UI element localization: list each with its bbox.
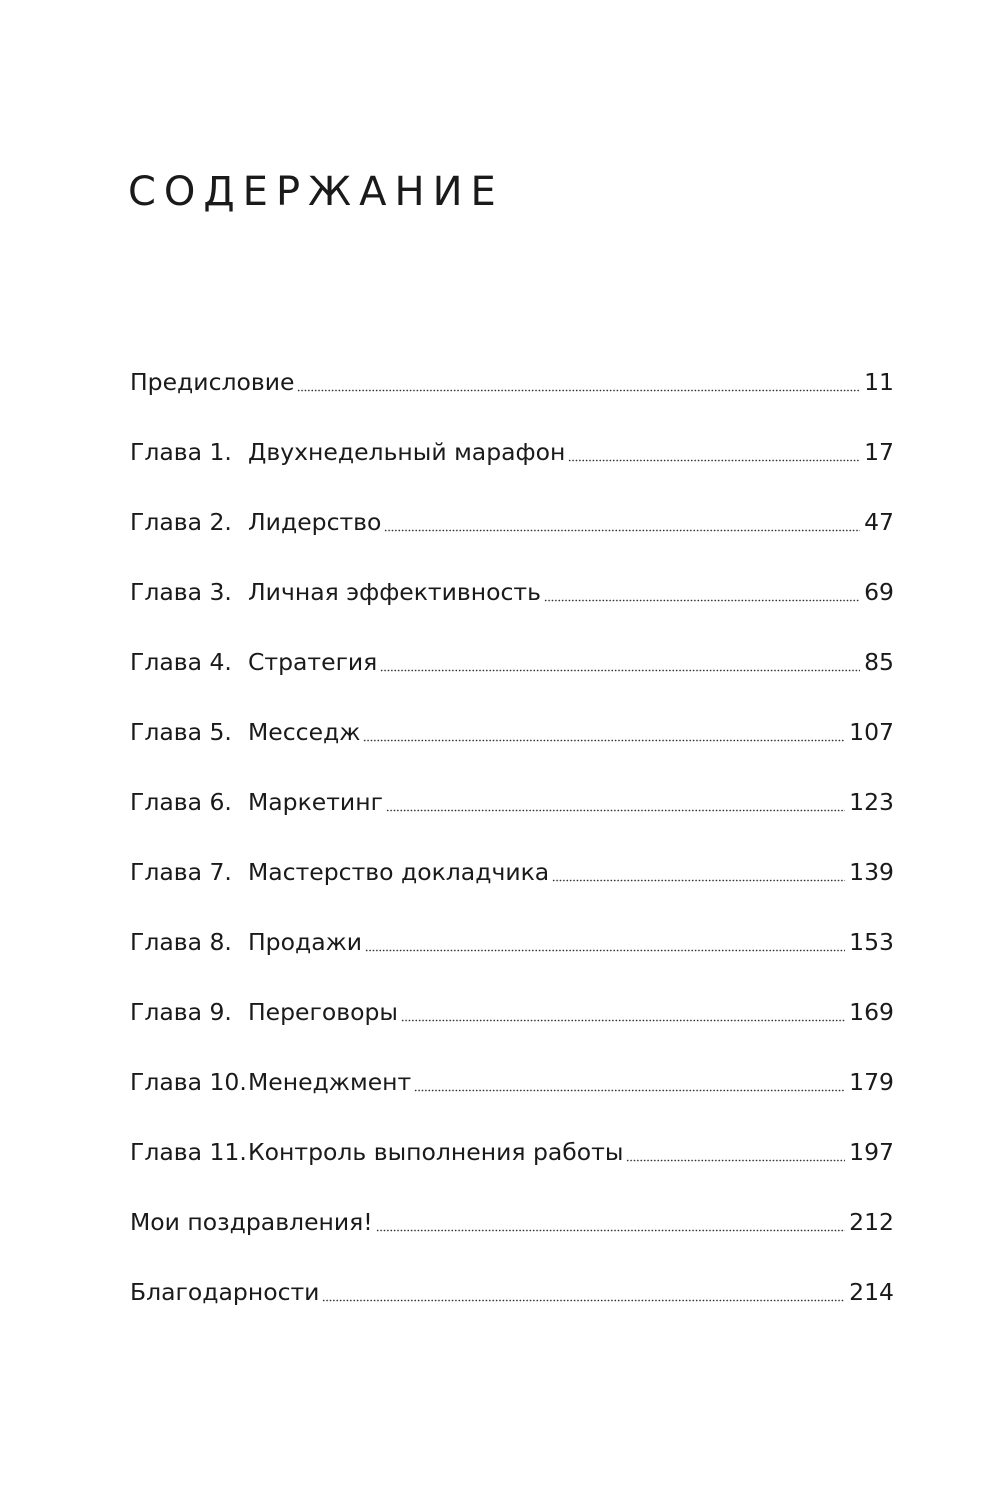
toc-entry-acknowledgements: [130, 1272, 894, 1342]
toc-entry-title: Месседж: [248, 718, 361, 746]
dot-leader: [401, 992, 845, 1032]
dot-leader: [365, 922, 845, 962]
dot-leader: [544, 572, 860, 612]
toc-entry-preface: [130, 362, 894, 432]
chapter-label: Глава 6.: [130, 788, 232, 816]
toc-page-number: 69: [864, 578, 894, 606]
dot-leader: [568, 432, 860, 472]
toc-entry-title: Контроль выполнения работы: [248, 1138, 624, 1166]
toc-page-number: 107: [849, 718, 894, 746]
toc-page-number: 123: [849, 788, 894, 816]
toc-entry-chapter-8: [130, 922, 894, 992]
toc-page-number: 214: [849, 1278, 894, 1306]
toc-entry-congratulations: [130, 1202, 894, 1272]
dot-leader: [297, 362, 860, 402]
toc-page-number: 17: [864, 438, 894, 466]
toc-entry-title: Стратегия: [248, 648, 378, 676]
toc-page-number: 169: [849, 998, 894, 1026]
toc-page-number: 153: [849, 928, 894, 956]
toc-entry-title: Предисловие: [130, 368, 295, 396]
toc-entry-title: Мастерство докладчика: [248, 858, 550, 886]
dot-leader: [376, 1202, 845, 1242]
page-title: СОДЕРЖАНИЕ: [128, 169, 504, 215]
dot-leader: [552, 852, 845, 892]
toc-entry-chapter-9: [130, 992, 894, 1062]
chapter-label: Глава 7.: [130, 858, 232, 886]
toc-entry-title: Мои поздравления!: [130, 1208, 373, 1236]
toc-entry-chapter-5: [130, 712, 894, 782]
toc-entry-chapter-10: [130, 1062, 894, 1132]
chapter-label: Глава 2.: [130, 508, 232, 536]
dot-leader: [363, 712, 845, 752]
toc-entry-title: Лидерство: [248, 508, 382, 536]
chapter-label: Глава 8.: [130, 928, 232, 956]
toc-entry-chapter-7: [130, 852, 894, 922]
toc-entry-chapter-11: [130, 1132, 894, 1202]
toc-entry-title: Личная эффективность: [248, 578, 541, 606]
toc-entry-title: Переговоры: [248, 998, 398, 1026]
toc-page-number: 197: [849, 1138, 894, 1166]
toc-page-number: 85: [864, 648, 894, 676]
chapter-label: Глава 5.: [130, 718, 232, 746]
dot-leader: [626, 1132, 845, 1172]
toc-entry-title: Благодарности: [130, 1278, 320, 1306]
toc-entry-chapter-4: [130, 642, 894, 712]
toc-page-number: 212: [849, 1208, 894, 1236]
dot-leader: [414, 1062, 845, 1102]
dot-leader: [322, 1272, 845, 1312]
toc-page-number: 47: [864, 508, 894, 536]
dot-leader: [380, 642, 860, 682]
table-of-contents: [130, 362, 894, 1342]
toc-page-number: 139: [849, 858, 894, 886]
toc-entry-title: Двухнедельный марафон: [248, 438, 566, 466]
toc-entry-title: Маркетинг: [248, 788, 383, 816]
chapter-label: Глава 10.: [130, 1068, 247, 1096]
dot-leader: [386, 782, 845, 822]
dot-leader: [384, 502, 860, 542]
toc-page-number: 11: [864, 368, 894, 396]
toc-page-number: 179: [849, 1068, 894, 1096]
chapter-label: Глава 3.: [130, 578, 232, 606]
toc-entry-chapter-6: [130, 782, 894, 852]
toc-entry-chapter-2: [130, 502, 894, 572]
chapter-label: Глава 4.: [130, 648, 232, 676]
toc-entry-title: Продажи: [248, 928, 363, 956]
chapter-label: Глава 11.: [130, 1138, 247, 1166]
toc-entry-chapter-1: [130, 432, 894, 502]
chapter-label: Глава 1.: [130, 438, 232, 466]
chapter-label: Глава 9.: [130, 998, 232, 1026]
toc-entry-title: Менеджмент: [248, 1068, 412, 1096]
toc-entry-chapter-3: [130, 572, 894, 642]
